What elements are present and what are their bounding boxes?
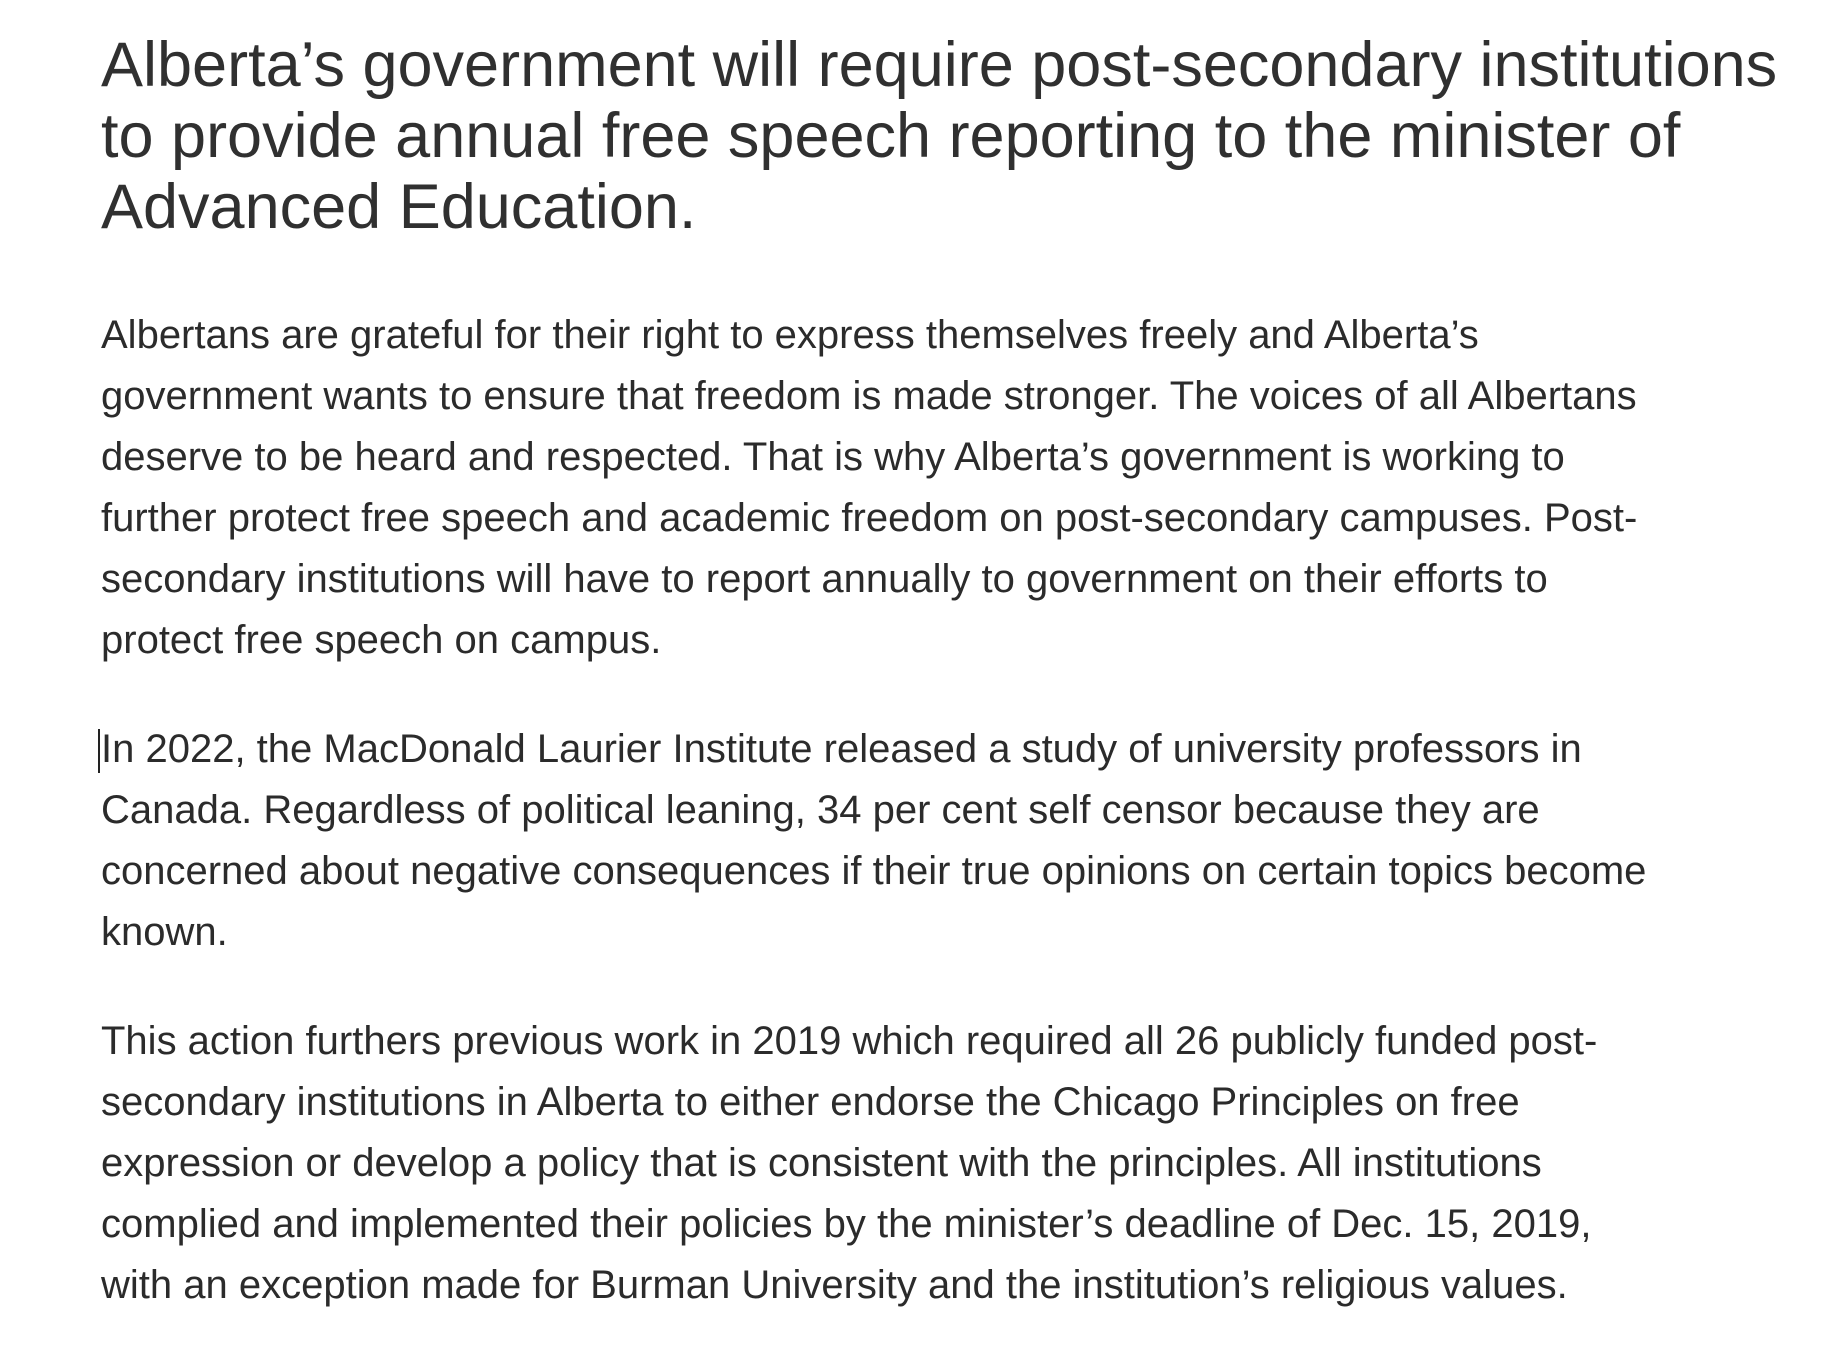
headline-line: Advanced Education. — [101, 172, 697, 242]
paragraph-line: further protect free speech and academic freedom on post-secondary campuses. Post- — [101, 496, 1638, 540]
text-cursor — [98, 729, 100, 773]
headline-line: Alberta’s government will require post-secondary institutions — [101, 30, 1778, 100]
paragraph-line: government wants to ensure that freedom is made stronger. The voices of all Albertans — [101, 374, 1637, 418]
headline — [101, 30, 1801, 243]
paragraph-line: with an exception made for Burman University and the institution’s religious values. — [101, 1263, 1568, 1307]
paragraph-line: Albertans are grateful for their right to express themselves freely and Alberta’s — [101, 313, 1479, 357]
document-body — [101, 30, 1801, 1364]
paragraph-line: In 2022, the MacDonald Laurier Institute released a study of university professors in — [101, 727, 1582, 771]
paragraph-line: deserve to be heard and respected. That is why Alberta’s government is working to — [101, 435, 1565, 479]
paragraph-intro[interactable] — [101, 305, 1801, 671]
paragraph-line: complied and implemented their policies by the minister’s deadline of Dec. 15, 2019, — [101, 1202, 1592, 1246]
paragraph-line: Canada. Regardless of political leaning, 34 per cent self censor because they are — [101, 788, 1540, 832]
paragraph-line: secondary institutions will have to report annually to government on their efforts to — [101, 557, 1548, 601]
paragraph-history[interactable] — [101, 1011, 1801, 1316]
paragraph-line: This action furthers previous work in 2019 which required all 26 publicly funded post- — [101, 1019, 1598, 1063]
paragraph-line: known. — [101, 910, 228, 954]
paragraph-line: secondary institutions in Alberta to either endorse the Chicago Principles on free — [101, 1080, 1520, 1124]
paragraph-line: expression or develop a policy that is consistent with the principles. All institutions — [101, 1141, 1542, 1185]
paragraph-study[interactable] — [101, 719, 1801, 963]
headline-line: to provide annual free speech reporting to the minister of — [101, 101, 1681, 171]
paragraph-line: protect free speech on campus. — [101, 618, 662, 662]
paragraph-line: concerned about negative consequences if their true opinions on certain topics become — [101, 849, 1647, 893]
